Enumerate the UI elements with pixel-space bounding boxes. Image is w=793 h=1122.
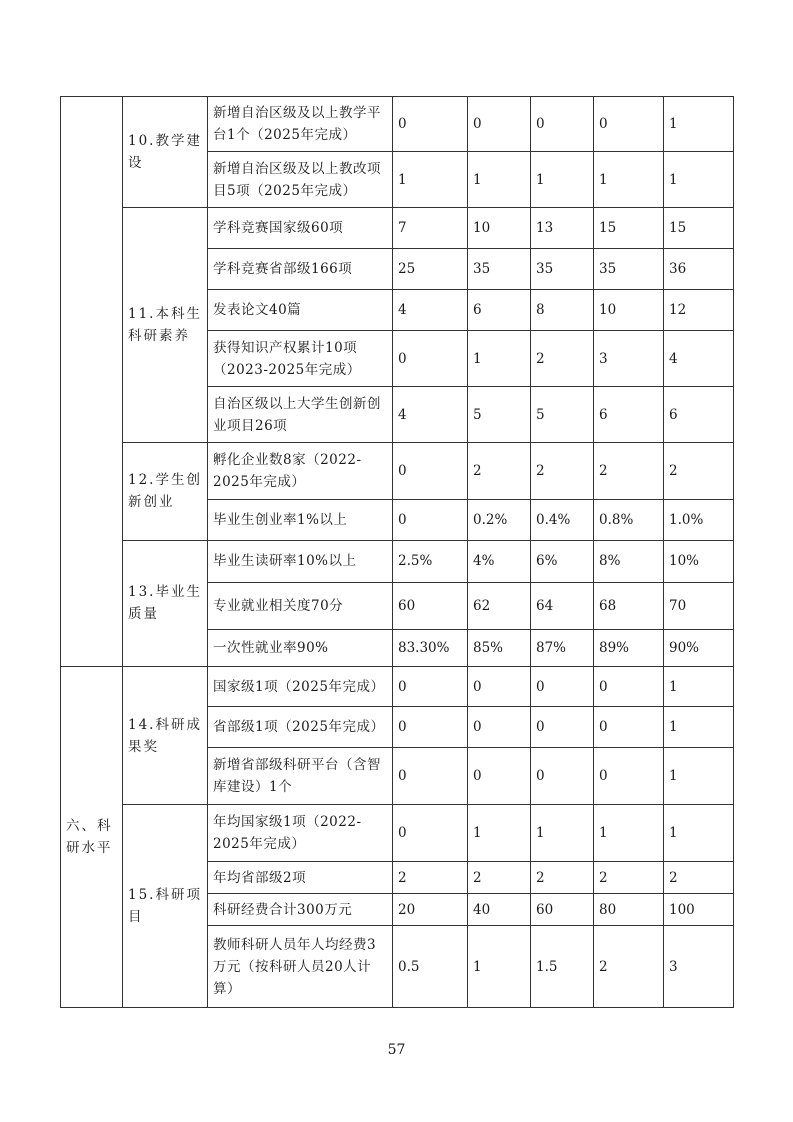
value-cell: 1.0% [664, 499, 734, 540]
value-cell: 2 [664, 443, 734, 499]
category-cell [61, 97, 123, 667]
value-cell: 0.5 [393, 926, 468, 1008]
value-cell: 1 [393, 152, 468, 208]
subcategory-cell: 12.学生创新创业 [123, 443, 208, 540]
value-cell: 4 [393, 387, 468, 443]
value-cell: 64 [531, 583, 594, 630]
indicator-cell: 年均省部级2项 [208, 862, 393, 894]
value-cell: 3 [594, 331, 664, 387]
subcategory-cell: 11.本科生科研素养 [123, 208, 208, 443]
table-row [61, 805, 734, 862]
value-cell: 1 [664, 748, 734, 805]
value-cell: 0 [393, 443, 468, 499]
value-cell: 60 [393, 583, 468, 630]
subcategory-cell: 15.科研项目 [123, 805, 208, 1008]
value-cell: 2 [594, 443, 664, 499]
value-cell: 0 [594, 667, 664, 707]
value-cell: 2 [531, 443, 594, 499]
value-cell: 0.2% [468, 499, 531, 540]
value-cell: 4 [664, 331, 734, 387]
value-cell: 0 [393, 97, 468, 152]
value-cell: 80 [594, 894, 664, 926]
value-cell: 0 [468, 667, 531, 707]
value-cell: 0 [594, 97, 664, 152]
table-row [61, 208, 734, 249]
value-cell: 5 [468, 387, 531, 443]
value-cell: 68 [594, 583, 664, 630]
value-cell: 2 [531, 331, 594, 387]
value-cell: 35 [468, 249, 531, 290]
value-cell: 0 [468, 707, 531, 748]
value-cell: 0 [531, 707, 594, 748]
value-cell: 36 [664, 249, 734, 290]
value-cell: 0 [531, 748, 594, 805]
value-cell: 1 [468, 331, 531, 387]
indicator-cell: 一次性就业率90% [208, 630, 393, 667]
indicator-cell: 孵化企业数8家（2022-2025年完成） [208, 443, 393, 499]
value-cell: 12 [664, 290, 734, 331]
value-cell: 0 [531, 667, 594, 707]
value-cell: 2 [468, 443, 531, 499]
page-number: 57 [387, 1042, 406, 1058]
value-cell: 85% [468, 630, 531, 667]
value-cell: 10% [664, 540, 734, 582]
value-cell: 100 [664, 894, 734, 926]
table-row [61, 667, 734, 707]
value-cell: 7 [393, 208, 468, 249]
value-cell: 40 [468, 894, 531, 926]
value-cell: 4% [468, 540, 531, 582]
indicator-cell: 学科竞赛省部级166项 [208, 249, 393, 290]
value-cell: 10 [594, 290, 664, 331]
indicator-cell: 学科竞赛国家级60项 [208, 208, 393, 249]
value-cell: 35 [531, 249, 594, 290]
value-cell: 4 [393, 290, 468, 331]
value-cell: 1 [468, 152, 531, 208]
value-cell: 1 [594, 805, 664, 862]
subcategory-cell: 10.教学建设 [123, 97, 208, 208]
value-cell: 15 [594, 208, 664, 249]
value-cell: 1 [664, 97, 734, 152]
value-cell: 1 [664, 707, 734, 748]
indicator-cell: 新增自治区级及以上教改项目5项（2025年完成） [208, 152, 393, 208]
value-cell: 5 [531, 387, 594, 443]
table-row [61, 443, 734, 499]
indicator-cell: 新增省部级科研平台（含智库建设）1个 [208, 748, 393, 805]
value-cell: 0 [393, 805, 468, 862]
value-cell: 70 [664, 583, 734, 630]
indicator-cell: 国家级1项（2025年完成） [208, 667, 393, 707]
indicator-cell: 专业就业相关度70分 [208, 583, 393, 630]
value-cell: 2 [468, 862, 531, 894]
value-cell: 15 [664, 208, 734, 249]
value-cell: 0.4% [531, 499, 594, 540]
value-cell: 0 [531, 97, 594, 152]
value-cell: 1 [531, 805, 594, 862]
value-cell: 87% [531, 630, 594, 667]
value-cell: 1 [664, 152, 734, 208]
value-cell: 10 [468, 208, 531, 249]
value-cell: 0 [594, 707, 664, 748]
value-cell: 0 [393, 707, 468, 748]
value-cell: 20 [393, 894, 468, 926]
value-cell: 0 [468, 97, 531, 152]
value-cell: 0 [594, 748, 664, 805]
value-cell: 1 [468, 805, 531, 862]
value-cell: 6 [664, 387, 734, 443]
value-cell: 0 [393, 748, 468, 805]
indicator-cell: 年均国家级1项（2022-2025年完成） [208, 805, 393, 862]
value-cell: 2 [664, 862, 734, 894]
table-row [61, 97, 734, 152]
value-cell: 6 [594, 387, 664, 443]
value-cell: 6 [468, 290, 531, 331]
value-cell: 1 [531, 152, 594, 208]
indicator-cell: 教师科研人员年人均经费3万元（按科研人员20人计算） [208, 926, 393, 1008]
value-cell: 1.5 [531, 926, 594, 1008]
value-cell: 2.5% [393, 540, 468, 582]
value-cell: 2 [594, 862, 664, 894]
value-cell: 2 [393, 862, 468, 894]
indicator-cell: 获得知识产权累计10项（2023-2025年完成） [208, 331, 393, 387]
value-cell: 2 [594, 926, 664, 1008]
subcategory-cell: 14.科研成果奖 [123, 667, 208, 805]
indicator-cell: 新增自治区级及以上教学平台1个（2025年完成） [208, 97, 393, 152]
value-cell: 60 [531, 894, 594, 926]
indicator-cell: 省部级1项（2025年完成） [208, 707, 393, 748]
value-cell: 25 [393, 249, 468, 290]
value-cell: 8 [531, 290, 594, 331]
value-cell: 0 [393, 667, 468, 707]
value-cell: 0 [393, 499, 468, 540]
value-cell: 83.30% [393, 630, 468, 667]
value-cell: 2 [531, 862, 594, 894]
value-cell: 1 [664, 805, 734, 862]
value-cell: 35 [594, 249, 664, 290]
table-row [61, 540, 734, 582]
value-cell: 90% [664, 630, 734, 667]
value-cell: 89% [594, 630, 664, 667]
value-cell: 1 [664, 667, 734, 707]
subcategory-cell: 13.毕业生质量 [123, 540, 208, 666]
indicator-cell: 科研经费合计300万元 [208, 894, 393, 926]
indicator-cell: 自治区级以上大学生创新创业项目26项 [208, 387, 393, 443]
value-cell: 3 [664, 926, 734, 1008]
value-cell: 1 [594, 152, 664, 208]
value-cell: 0 [468, 748, 531, 805]
indicator-cell: 毕业生读研率10%以上 [208, 540, 393, 582]
value-cell: 1 [468, 926, 531, 1008]
value-cell: 62 [468, 583, 531, 630]
value-cell: 0 [393, 331, 468, 387]
value-cell: 13 [531, 208, 594, 249]
value-cell: 0.8% [594, 499, 664, 540]
value-cell: 8% [594, 540, 664, 582]
value-cell: 6% [531, 540, 594, 582]
category-cell: 六、科研水平 [61, 667, 123, 1008]
indicator-cell: 毕业生创业率1%以上 [208, 499, 393, 540]
indicator-cell: 发表论文40篇 [208, 290, 393, 331]
indicator-table [60, 96, 734, 1008]
